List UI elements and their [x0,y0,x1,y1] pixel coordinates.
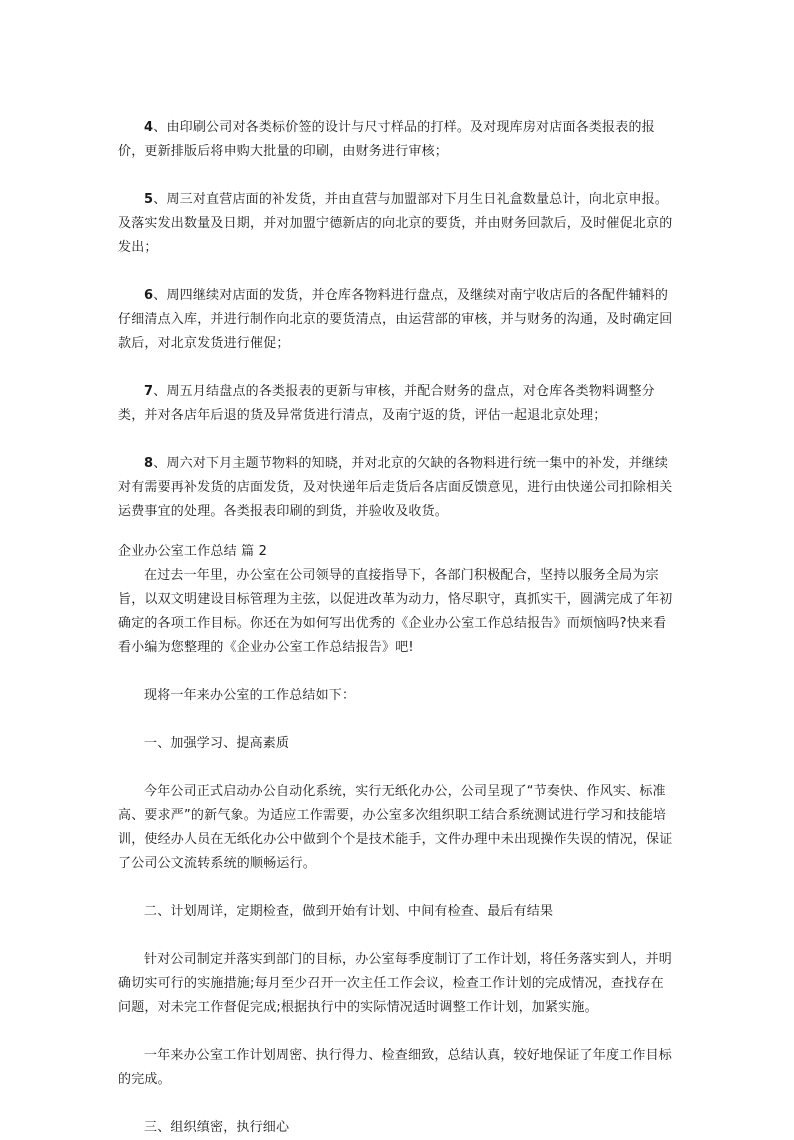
list-item-6 [118,284,676,356]
summary-line: 现将一年来办公室的工作总结如下： [144,688,356,703]
list-item-7 [118,380,676,428]
intro-paragraph: 在过去一年里，办公室在公司领导的直接指导下，各部门积极配合，坚持以服务全局为宗旨，以双文明建设目标管理为主弦，以促进改革为动力，恪尽职守，真抓实干，圆满完成了年初确定的各项工作目标。你还在为如何写出优秀的《企业办公室工作总结报告》而烦恼吗?快来看看小编为您整理的《企业办公室工作总结报告》吧! [118,568,673,655]
section-2-body-2: 一年来办公室工作计划周密、执行得力、检查细致，总结认真，较好地保证了年度工作目标的完成。 [118,1048,673,1087]
section-title: 企业办公室工作总结 篇 2 [118,544,268,559]
item-text: 、周四继续对店面的发货，并仓库各物料进行盘点，及继续对南宁收店后的各配件辅料的仔细清点入库，并进行制作向北京的要货清点，由运营部的审核，并与财务的沟通，及时确定回款后，对北京发货进行催促； [118,288,673,351]
section-2-title: 二、计划周详，定期检查，做到开始有计划、中间有检查、最后有结果 [144,904,554,919]
item-text: 、周六对下月主题节物料的知晓，并对北京的欠缺的各物料进行统一集中的补发，并继续对有需要再补发货的店面发货，及对快递年后走货后各店面反馈意见，进行由快递公司扣除相关运费事宜的处理。各类报表印刷的到货，并验收及收货。 [118,456,673,519]
item-number: 7 [144,384,154,399]
section-3-title: 三、组织缜密，执行细心 [144,1120,290,1135]
list-item-5 [118,188,676,260]
item-number: 5 [144,192,154,207]
section-1-title: 一、加强学习、提高素质 [144,736,290,751]
section-1-body: 今年公司正式启动办公自动化系统，实行无纸化办公，公司呈现了“节奏快、作风实、标准高、要求严”的新气象。为适应工作需要，办公室多次组织职工结合系统测试进行学习和技能培训，使经办人员在无纸化办公中做到个个是技术能手，文件办理中未出现操作失误的情况，保证了公司公文流转系统的顺畅运行。 [118,784,673,871]
list-item-8 [118,452,676,524]
item-number: 4 [144,120,154,135]
section-2-body-1: 针对公司制定并落实到部门的目标，办公室每季度制订了工作计划，将任务落实到人，并明确切实可行的实施措施;每月至少召开一次主任工作会议，检查工作计划的完成情况，查找存在问题，对未完工作督促完成;根据执行中的实际情况适时调整工作计划，加紧实施。 [118,952,673,1015]
item-text: 、周三对直营店面的补发货，并由直营与加盟部对下月生日礼盒数量总计，向北京申报。及落实发出数量及日期，并对加盟宁德新店的向北京的要货，并由财务回款后，及时催促北京的发出； [118,192,673,255]
item-number: 6 [144,288,154,303]
item-text: 、由印刷公司对各类标价签的设计与尺寸样品的打样。及对现库房对店面各类报表的报价，更新排版后将申购大批量的印刷，由财务进行审核； [118,120,655,159]
document-body [118,116,676,1140]
list-item-4 [118,116,676,164]
item-text: 、周五月结盘点的各类报表的更新与审核，并配合财务的盘点，对仓库各类物料调整分类，并对各店年后退的货及异常货进行清点，及南宁返的货，评估一起退北京处理； [118,384,655,423]
item-number: 8 [144,456,154,471]
